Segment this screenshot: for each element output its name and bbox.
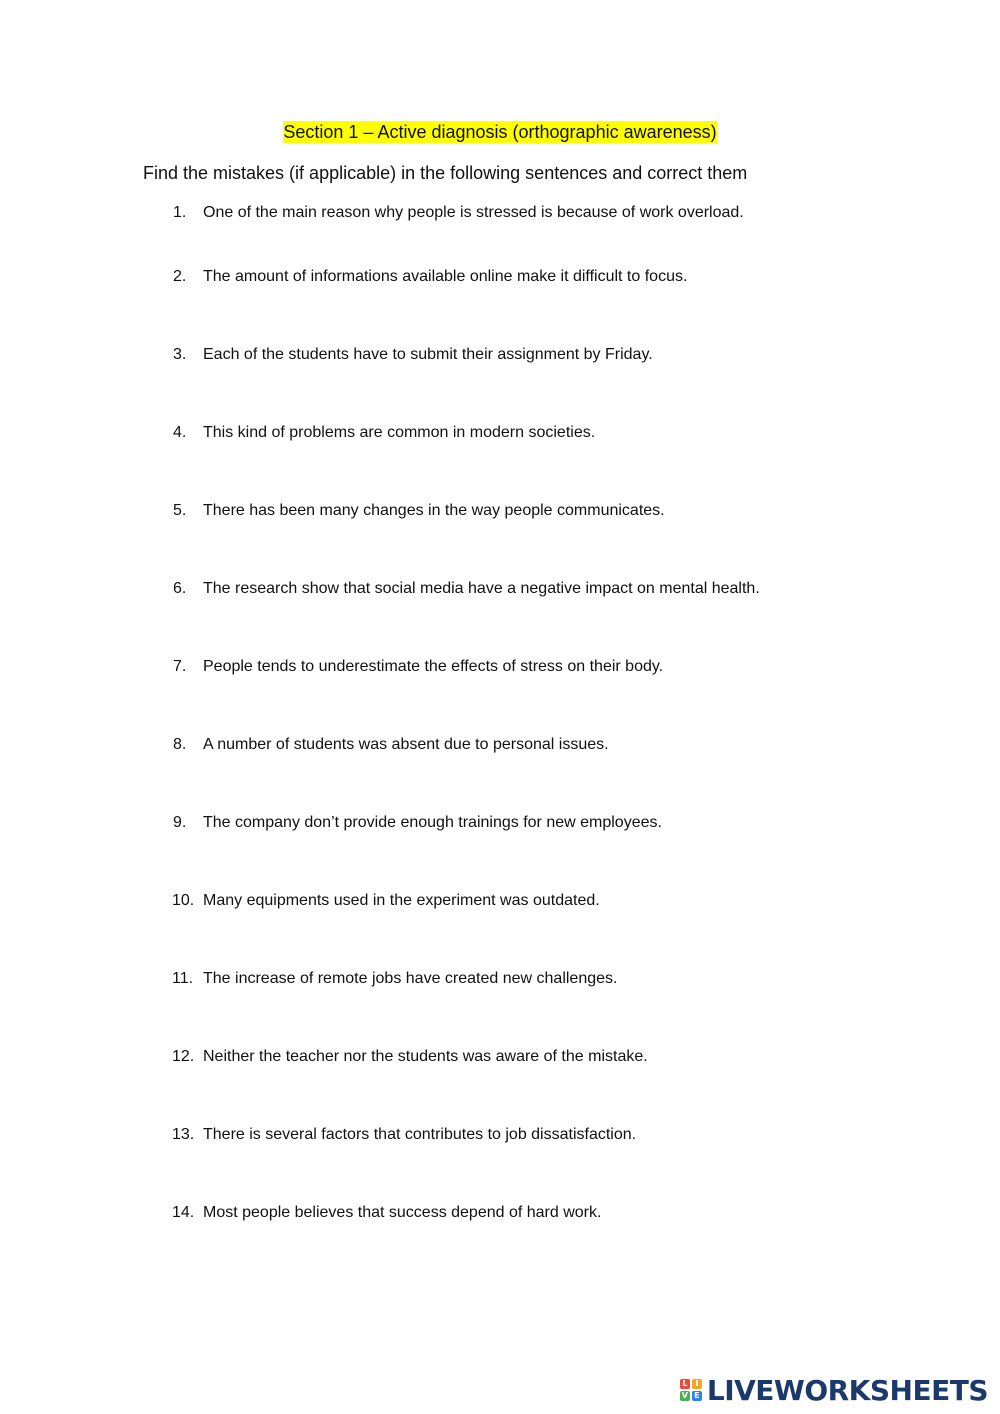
item-text: Neither the teacher nor the students was aware of the mistake. <box>203 1048 648 1065</box>
list-item <box>172 1046 648 1068</box>
item-number: 14. <box>172 1204 195 1221</box>
item-number: 12. <box>172 1048 195 1065</box>
list-item <box>172 1124 636 1146</box>
list-item <box>172 266 687 288</box>
item-number: 2. <box>173 268 187 285</box>
item-text: Most people believes that success depend of hard work. <box>203 1204 602 1221</box>
item-number: 4. <box>173 424 187 441</box>
item-number: 13. <box>172 1126 195 1143</box>
item-number: 5. <box>173 502 187 519</box>
list-item <box>172 1202 601 1224</box>
item-number: 1. <box>173 204 187 221</box>
item-number: 6. <box>173 580 187 597</box>
item-text: This kind of problems are common in modern societies. <box>203 424 596 441</box>
item-number: 9. <box>173 814 187 831</box>
list-item <box>172 656 663 678</box>
item-number: 11. <box>172 970 194 987</box>
item-number: 8. <box>173 736 187 753</box>
list-item <box>172 812 662 834</box>
item-text: There is several factors that contributes to job dissatisfaction. <box>203 1126 637 1143</box>
item-text: Many equipments used in the experiment was outdated. <box>203 892 600 909</box>
item-text: People tends to underestimate the effects of stress on their body. <box>203 658 664 675</box>
item-number: 10. <box>172 892 195 909</box>
list-item <box>172 500 665 522</box>
item-number: 7. <box>173 658 187 675</box>
logo-mark-icon <box>680 1379 702 1401</box>
instructions: Find the mistakes (if applicable) in the following sentences and correct them <box>143 163 748 183</box>
list-item <box>172 422 595 444</box>
item-text: Each of the students have to submit their assignment by Friday. <box>203 346 653 363</box>
list-item <box>172 734 609 756</box>
item-text: The increase of remote jobs have created new challenges. <box>203 970 618 987</box>
item-text: The research show that social media have a negative impact on mental health. <box>203 580 760 597</box>
list-item <box>172 202 744 224</box>
item-text: One of the main reason why people is stressed is because of work overload. <box>203 204 744 221</box>
item-text: The company don’t provide enough trainings for new employees. <box>203 814 662 831</box>
list-item <box>172 578 760 600</box>
section-title-highlight: Section 1 – Active diagnosis (orthographic awareness) <box>283 122 717 142</box>
item-text: The amount of informations available online make it difficult to focus. <box>203 268 688 285</box>
logo-mark-i: I <box>692 1379 702 1389</box>
list-item <box>172 890 600 912</box>
section-title <box>0 120 1000 144</box>
logo-text: LIVEWORKSHEETS <box>706 1373 988 1407</box>
liveworksheets-logo <box>680 1374 988 1406</box>
logo-mark-v: V <box>681 1391 688 1400</box>
logo-mark-e: E <box>692 1391 702 1401</box>
logo-mark-l: L <box>680 1379 690 1389</box>
item-text: A number of students was absent due to personal issues. <box>203 736 609 753</box>
item-number: 3. <box>173 346 187 363</box>
list-item <box>172 968 617 990</box>
item-text: There has been many changes in the way people communicates. <box>203 502 665 519</box>
list-item <box>172 344 653 366</box>
